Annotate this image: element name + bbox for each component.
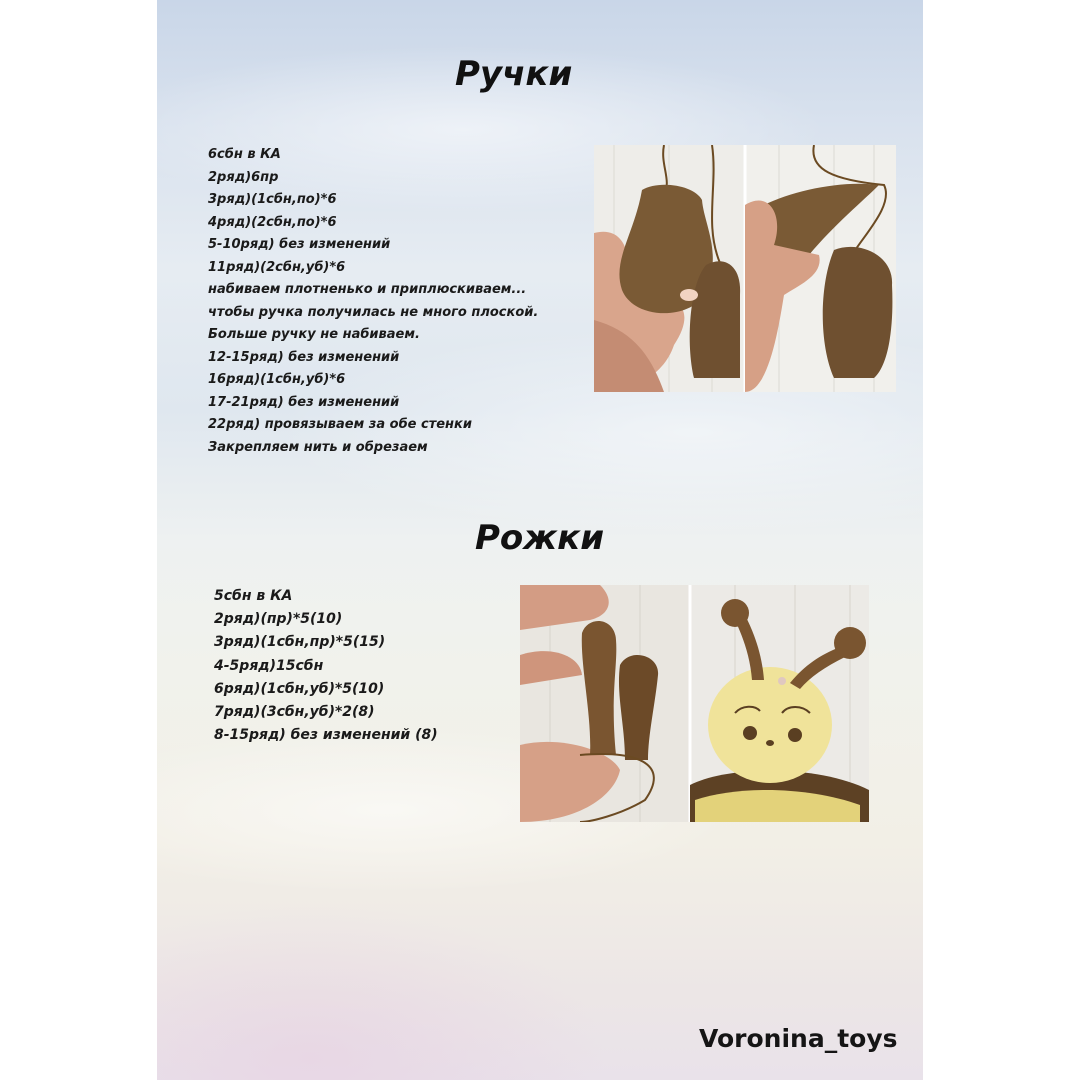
arms-step: набиваем плотненько и приплюскиваем...	[208, 282, 527, 297]
horns-step: 5сбн в КА	[214, 588, 293, 604]
horns-step: 2ряд)(пр)*5(10)	[214, 611, 343, 628]
arms-step: 11ряд)(2сбн,уб)*6	[208, 259, 346, 275]
section-title-arms: Ручки	[455, 54, 573, 94]
horns-step: 7ряд)(3сбн,уб)*2(8)	[214, 704, 375, 721]
horns-step: 4-5ряд)15сбн	[214, 657, 324, 674]
horns-step: 3ряд)(1сбн,пр)*5(15)	[214, 634, 386, 651]
horns-steps-list	[214, 585, 438, 747]
arms-step: 2ряд)6пр	[208, 169, 279, 185]
pattern-page	[157, 0, 923, 1080]
arms-step: Закрепляем нить и обрезаем	[208, 439, 428, 455]
arms-photo	[594, 145, 896, 392]
arms-step: 4ряд)(2сбн,по)*6	[208, 214, 337, 230]
arms-steps-list	[208, 144, 538, 459]
arms-step: 6сбн в КА	[208, 147, 281, 162]
arms-step: Больше ручку не набиваем.	[208, 327, 420, 342]
horns-step: 8-15ряд) без изменений (8)	[214, 727, 438, 744]
arms-step: 17-21ряд) без изменений	[208, 394, 400, 410]
arms-step: 12-15ряд) без изменений	[208, 349, 400, 365]
brand-watermark: Voronina_toys	[699, 1024, 898, 1053]
arms-step: 3ряд)(1сбн,по)*6	[208, 192, 337, 207]
horns-photo	[520, 585, 869, 822]
horns-step: 6ряд)(1сбн,уб)*5(10)	[214, 680, 385, 697]
section-title-horns: Рожки	[475, 518, 605, 558]
arms-step: 16ряд)(1сбн,уб)*6	[208, 372, 346, 387]
arms-step: чтобы ручка получилась не много плоской.	[208, 304, 539, 320]
arms-step: 5-10ряд) без изменений	[208, 237, 391, 252]
arms-step: 22ряд) провязываем за обе стенки	[208, 417, 472, 432]
